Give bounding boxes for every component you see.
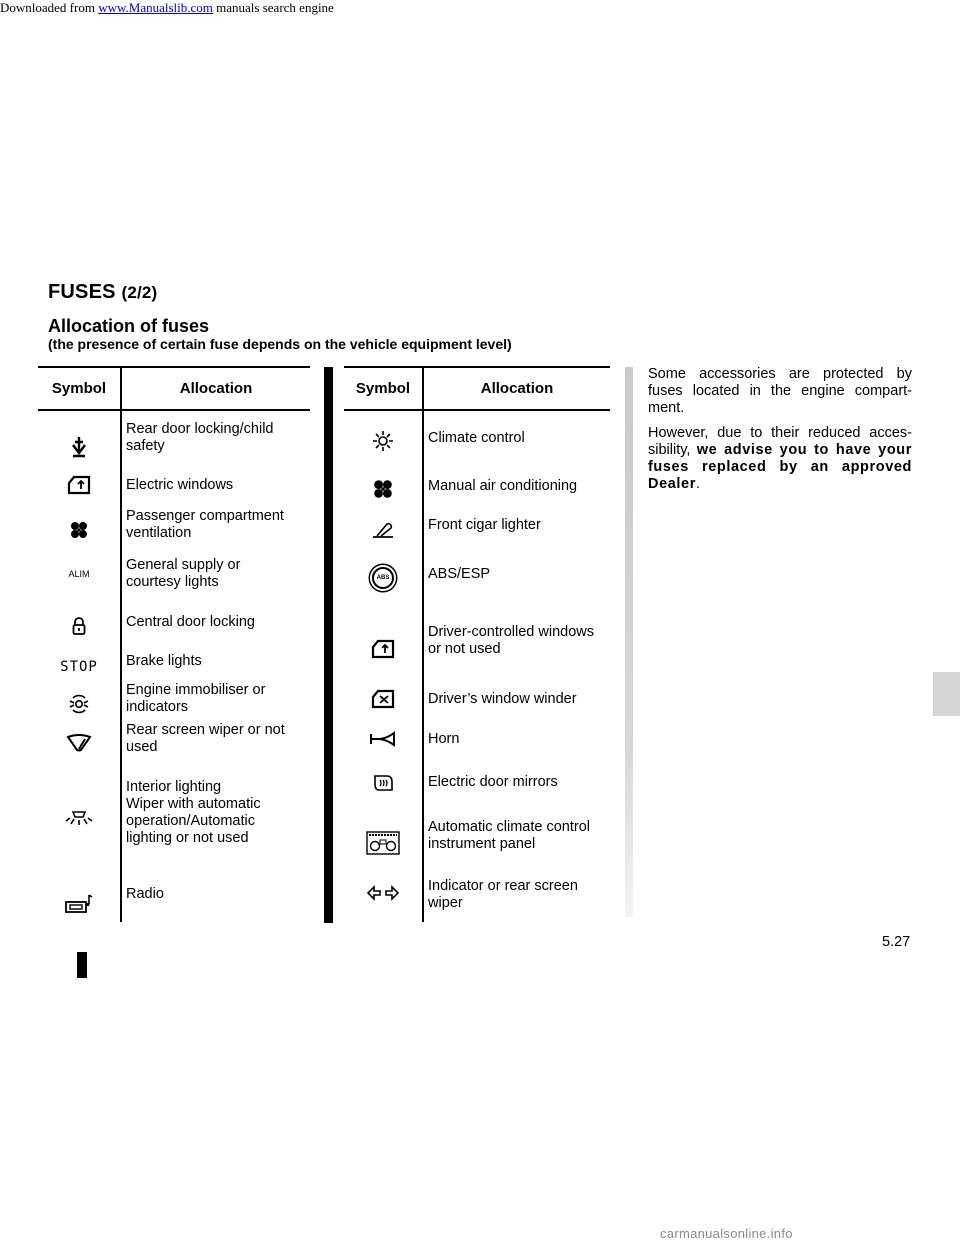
chapter-tab (933, 672, 960, 716)
page-title (48, 281, 157, 304)
rear-wiper-icon (38, 731, 120, 755)
download-header (0, 0, 334, 16)
air-conditioning-fan-icon (344, 476, 422, 502)
side-note (648, 366, 912, 501)
page-marker (77, 952, 87, 978)
title-sub: (2/2) (121, 283, 158, 302)
column-separator-bar (324, 367, 333, 923)
fuse-allocation: Rear screen wiper or not used (126, 722, 285, 755)
child-safety-icon (38, 430, 120, 464)
allocation-header: Allocation (179, 380, 253, 397)
column-divider (422, 366, 424, 922)
side-note-paragraph-2: However, due to their reduced acces-sibility, we advise you to have your fuses replaced by an approved Dealer. (648, 425, 912, 492)
fuse-allocation: Front cigar lighter (428, 517, 541, 533)
climate-control-icon (344, 428, 422, 454)
header-prefix: Downloaded from (0, 0, 99, 15)
fuse-allocation: ABS/ESP (428, 566, 491, 582)
side-divider-bar (625, 367, 633, 917)
section-note: (the presence of certain fuse depends on the vehicle equipment level) (48, 336, 512, 352)
footer-watermark: carmanualsonline.info (660, 1226, 793, 1241)
left-fuse-table (38, 366, 310, 922)
fuse-allocation: Horn (428, 731, 460, 747)
door-lock-icon (38, 614, 120, 640)
fuse-allocation: Electric windows (126, 477, 234, 493)
window-winder-icon (344, 686, 422, 712)
column-divider (120, 366, 122, 922)
section-heading: Allocation of fuses (48, 316, 210, 336)
header-suffix: manuals search engine (212, 0, 334, 15)
door-mirror-icon (344, 770, 422, 796)
fuse-allocation: Electric door mirrors (428, 774, 558, 790)
interior-light-icon (38, 806, 120, 830)
right-fuse-table (344, 366, 610, 922)
page-number: 5.27 (882, 934, 911, 950)
title-main: FUSES (48, 281, 116, 303)
side-note-paragraph-1: Some accessories are protected by fuses located in the engine compart-ment. (648, 366, 912, 416)
manualslib-link[interactable]: www.Manualslib.com (98, 0, 213, 15)
electric-window-icon (38, 472, 120, 498)
table-rule-head (344, 409, 610, 411)
fuse-allocation: Rear door locking/child safety (126, 421, 274, 454)
fuse-allocation: Indicator or rear screen wiper (428, 878, 578, 911)
table-rule-top (38, 366, 310, 368)
fuse-allocation: Passenger compartment ventilation (126, 508, 284, 541)
indicator-arrows-icon (344, 880, 422, 906)
fuse-allocation: Automatic climate control instrument panel (428, 819, 590, 852)
immobiliser-icon (38, 691, 120, 717)
fuse-allocation: General supply or courtesy lights (126, 557, 241, 590)
driver-window-icon (344, 636, 422, 662)
fuse-allocation: Climate control (428, 430, 525, 446)
fuse-allocation: Central door locking (126, 614, 255, 630)
alim-icon: ALIM (68, 569, 90, 579)
fuse-allocation: Interior lighting Wiper with automatic operation/Automatic lighting or not used (126, 779, 261, 846)
fuse-allocation: Brake lights (126, 653, 202, 669)
fuse-allocation: Driver-controlled windows or not used (428, 624, 594, 657)
fuse-allocation: Engine immobiliser or indicators (126, 682, 266, 715)
radio-icon (38, 891, 120, 917)
symbol-header: Symbol (355, 380, 411, 397)
abs-icon: ABS (344, 564, 422, 592)
allocation-header: Allocation (480, 380, 554, 397)
fuse-allocation: Driver’s window winder (428, 691, 577, 707)
ventilation-fan-icon (38, 516, 120, 544)
table-rule-top (344, 366, 610, 368)
fuse-allocation: Radio (126, 886, 164, 902)
symbol-header: Symbol (51, 380, 107, 397)
horn-icon (344, 726, 422, 752)
stop-icon: STOP (60, 659, 98, 675)
table-rule-head (38, 409, 310, 411)
fuse-allocation: Manual air conditioning (428, 478, 578, 494)
cigar-lighter-icon (344, 516, 422, 542)
climate-panel-icon (344, 828, 422, 858)
